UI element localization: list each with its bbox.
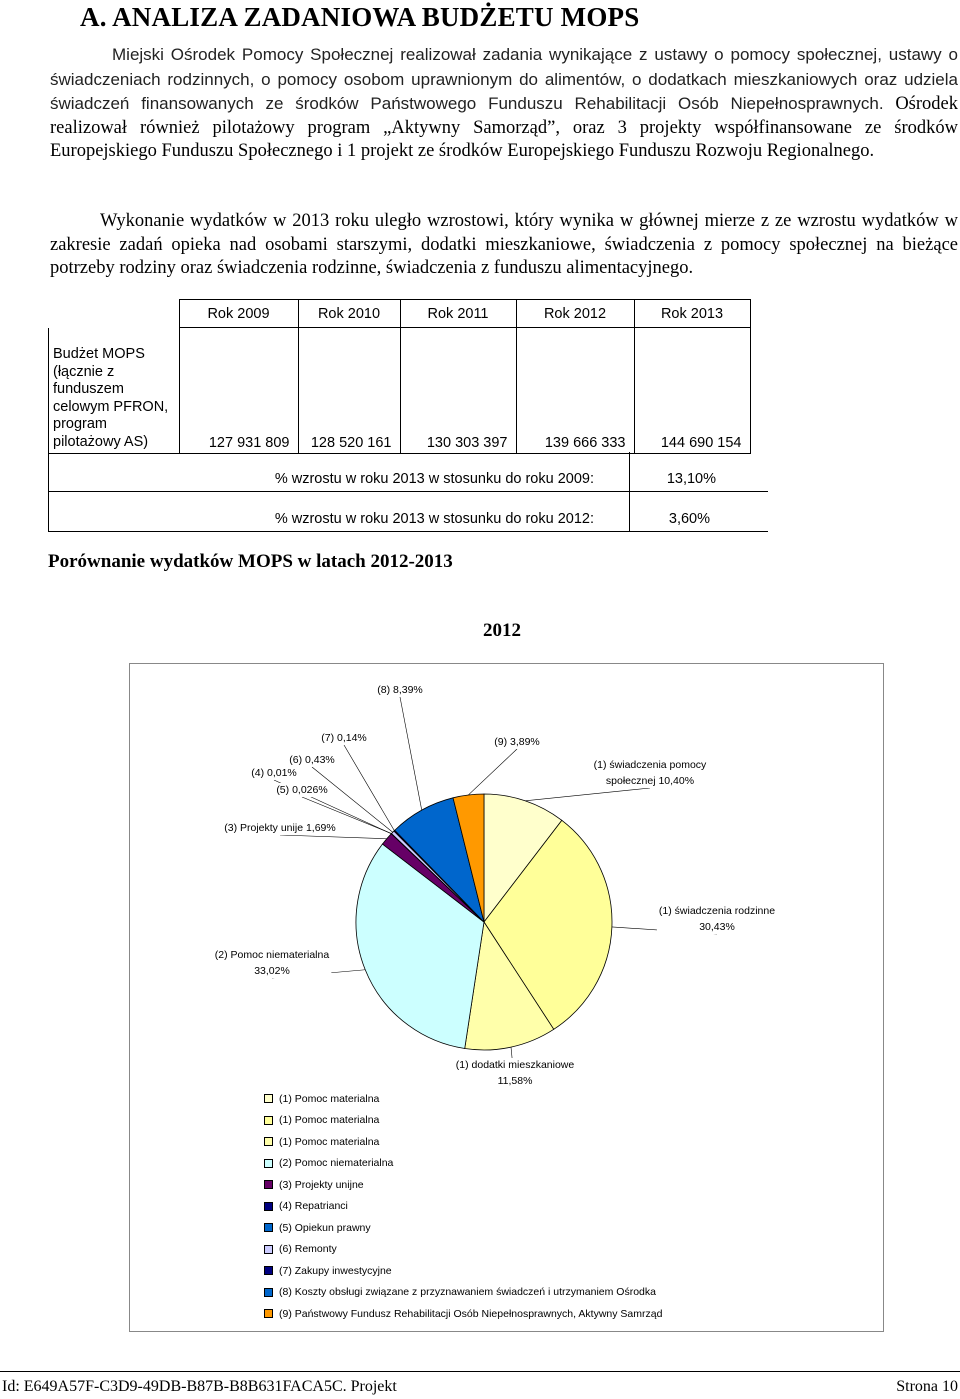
legend-swatch [264,1245,273,1254]
budget-value: 130 303 397 [400,328,516,454]
legend-item [264,1260,662,1282]
intro-paragraph-part1: Miejski Ośrodek Pomocy Społecznej realizował zadania wynikające z ustawy o pomocy społecznej, ustawy o świadczeniach rodzinnych, o pomocy osobom uprawnionym do alimentów, o dodatkach mieszkaniowych oraz udziela świadczeń finansowanych ze środków Państwowego Funduszu Rehabilitacji Osób Niepełnosprawnych. [50,45,958,113]
year-header: Rok 2009 [179,300,298,328]
legend-item [264,1282,662,1304]
pie-slice-label: (1) świadczenia pomocy społecznej 10,40% [593,759,707,787]
pie-slice-label: (7) 0,14% [321,732,367,744]
budget-value: 127 931 809 [179,328,298,454]
year-header: Rok 2012 [516,300,634,328]
growth-label-2009: % wzrostu w roku 2013 w stosunku do roku 2009: [274,471,594,487]
legend-swatch [264,1202,273,1211]
growth-value-2012: 3,60% [668,511,710,527]
pie-leader-line [525,788,650,801]
legend-item [264,1239,662,1261]
budget-value: 139 666 333 [516,328,634,454]
legend-item [264,1131,662,1153]
legend-label: (6) Remonty [279,1243,337,1256]
legend-item [264,1217,662,1239]
growth-value-2009: 13,10% [666,471,716,487]
page-number: Strona 10 [896,1378,958,1395]
pie-slice-label: (3) Projekty unije 1,69% [224,822,336,834]
pie-slice-label: (6) 0,43% [289,754,335,766]
pie-slice-label: (1) świadczenia rodzinne 30,43% [658,905,776,933]
section-title: Porównanie wydatków MOPS w latach 2012-2013 [48,551,453,572]
pie-slice-label: (1) dodatki mieszkaniowe 11,58% [455,1059,575,1087]
legend-label: (5) Opiekun prawny [279,1221,371,1234]
legend-swatch [264,1159,273,1168]
legend-label: (7) Zakupy inwestycyjne [279,1264,392,1277]
chart-legend [264,1088,662,1325]
legend-item [264,1174,662,1196]
legend-swatch [264,1137,273,1146]
legend-label: (8) Koszty obsługi związane z przyznawaniem świadczeń i utrzymaniem Ośrodka [279,1286,656,1299]
legend-label: (1) Pomoc materialna [279,1114,380,1127]
legend-item [264,1303,662,1325]
year-header: Rok 2010 [298,300,400,328]
pie-slice-label: (8) 8,39% [377,684,423,696]
pie-leader-line [280,835,387,839]
year-header: Rok 2011 [400,300,516,328]
legend-swatch [264,1116,273,1125]
legend-swatch [264,1180,273,1189]
pie-slice-label: (9) 3,89% [494,736,540,748]
legend-item [264,1088,662,1110]
pie-leader-line [400,697,422,810]
chart-title: 2012 [483,620,521,641]
legend-swatch [264,1309,273,1318]
budget-row-label: Budżet MOPS (łącznie z funduszem celowym PFRON, program pilotażowy AS) [49,328,180,454]
budget-value: 128 520 161 [298,328,400,454]
legend-item [264,1110,662,1132]
legend-swatch [264,1094,273,1103]
legend-label: (3) Projekty unijne [279,1178,364,1191]
document-id: Id: E649A57F-C3D9-49DB-B87B-B8B631FACA5C. Projekt [2,1378,397,1395]
legend-swatch [264,1288,273,1297]
legend-item [264,1196,662,1218]
budget-value: 144 690 154 [634,328,750,454]
intro-paragraph-part2: Ośrodek realizował również pilotażowy program „Aktywny Samorząd”, oraz 3 projekty współfinansowane ze środków Europejskiego Funduszu Społecznego i 1 projekt ze środków Europejskiego Funduszu Rozwoju Regionalnego. [50,94,959,161]
growth-label-2012: % wzrostu w roku 2013 w stosunku do roku 2012: [274,511,594,527]
pie-slice-label: (2) Pomoc niematerialna 33,02% [214,949,330,977]
legend-label: (9) Państwowy Fundusz Rehabilitacji Osób Niepełnosprawnych, Aktywny Samrząd [279,1307,663,1320]
legend-swatch [264,1223,273,1232]
legend-item [264,1153,662,1175]
year-header: Rok 2013 [634,300,750,328]
pie-leader-line [468,749,517,795]
pie-slice-label: (4) 0,01% [251,767,297,779]
expenditure-paragraph-text: Wykonanie wydatków w 2013 roku uległo wzrostowi, który wynika w głównej mierze z ze wzrostu wydatków w zakresie zadań opieka nad osobami starszymi, dodatki mieszkaniowe, świadczenia z pomocy społecznej na bieżące potrzeby rodziny oraz świadczenia rodzinne, świadczenia z funduszu alimentacyjnego. [50,211,958,278]
pie-slice-label: (5) 0,026% [276,784,328,796]
legend-swatch [264,1266,273,1275]
legend-label: (1) Pomoc materialna [279,1092,380,1105]
legend-label: (1) Pomoc materialna [279,1135,380,1148]
page-heading: A. ANALIZA ZADANIOWA BUDŻETU MOPS [80,2,640,32]
pie-leader-line [344,745,394,831]
footer-divider [0,1371,960,1372]
legend-label: (4) Repatrianci [279,1200,348,1213]
legend-label: (2) Pomoc niematerialna [279,1157,394,1170]
